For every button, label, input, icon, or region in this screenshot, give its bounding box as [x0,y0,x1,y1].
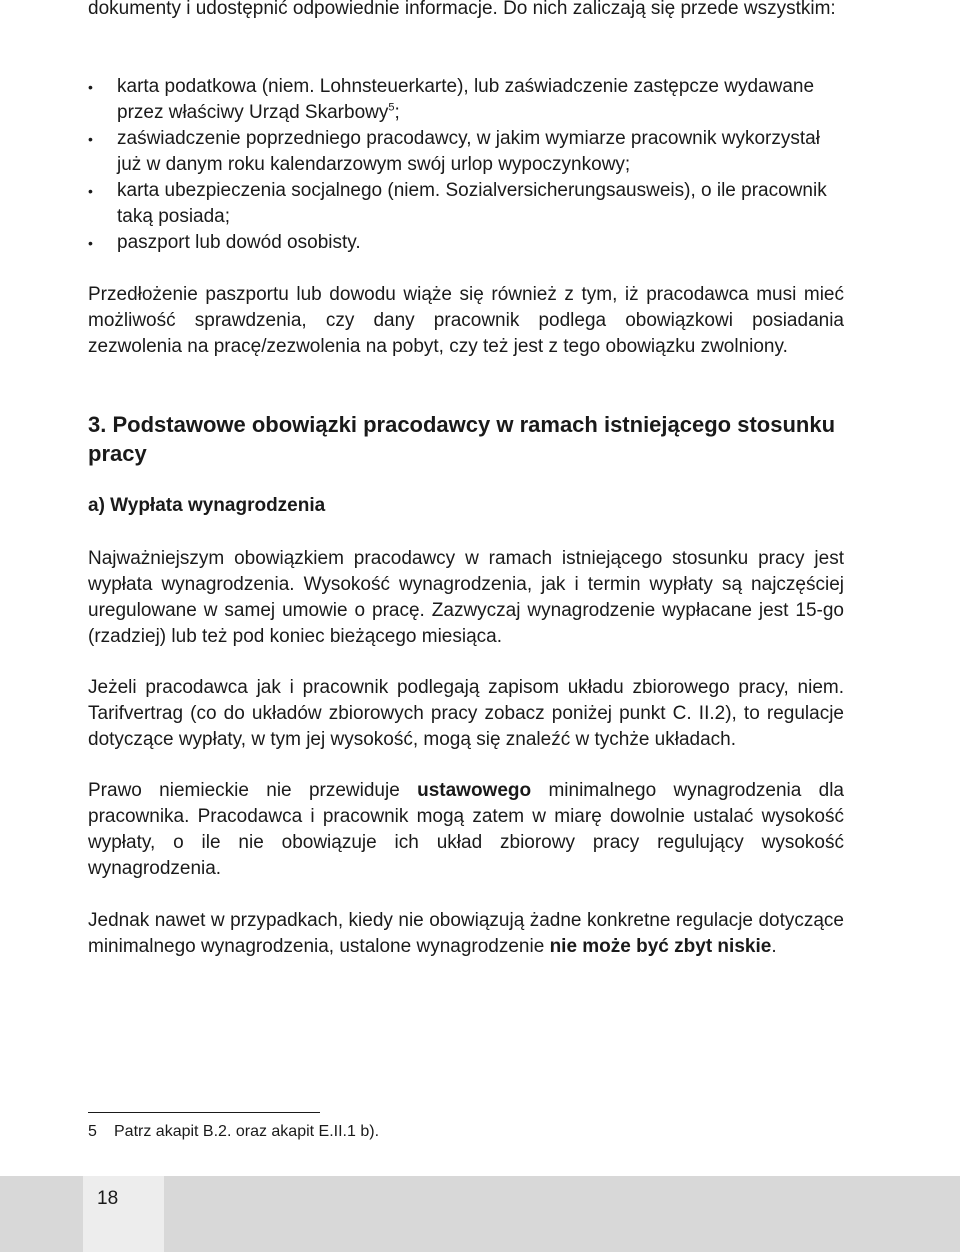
list-item [88,230,844,256]
footnote-divider [88,1112,320,1113]
page-number: 18 [97,1188,119,1209]
salary-paragraph-2: Jeżeli pracodawca jak i pracownik podlegają zapisom układu zbiorowego pracy, niem. Tarifvertrag (co do układów zbiorowych pracy zobacz poniżej punkt C. II.2), to regulacje dotyczące wypłaty, w tym jej wysokość, mogą się znaleźć w tychże układach. [88,677,844,750]
list-item [88,74,844,126]
passport-paragraph: Przedłożenie paszportu lub dowodu wiąże się również z tym, iż pracodawca musi mieć możliwość sprawdzenia, czy dany pracownik podlega obowiązkowi posiadania zezwolenia na pracę/zezwolenia na pobyt, czy też jest z tego obowiązku zwolniony. [88,284,844,357]
paragraph-text: minimalnego wynagrodzenia dla pracownika. Pracodawca i pracownik mogą zatem w miarę dowolnie ustalać wysokość wypłaty, o ile nie obowiązuje ich układ zbiorowy pracy regulujący wysokość wynagrodzenia. [88,780,844,879]
intro-paragraph: dokumenty i udostępnić odpowiednie informacje. Do nich zaliczają się przede wszystkim: [88,0,836,19]
list-item-punctuation: ; [394,102,400,123]
footnote-number: 5 [88,1123,97,1140]
emphasis-text: ustawowego [417,780,532,801]
requirements-list [88,74,844,256]
section-heading [88,410,844,468]
section-title: Podstawowe obowiązki pracodawcy w ramach istniejącego stosunku pracy [88,412,836,466]
bullet-icon: • [88,79,93,95]
footnote [88,1121,379,1143]
salary-paragraph-1: Najważniejszym obowiązkiem pracodawcy w ramach istniejącego stosunku pracy jest wypłata wynagrodzenia. Wysokość wynagrodzenia, jak i termin wypłaty są najczęściej uregulowane w samej umowie o pracę. Zazwyczaj wynagrodzenie wypłacane jest 15-go (rzadziej) lub też pod koniec bieżącego miesiąca. [88,548,844,647]
paragraph-text: . [771,936,777,957]
subsection-heading: a) Wypłata wynagrodzenia [88,495,326,516]
list-item-text: karta podatkowa (niem. Lohnsteuerkarte), lub zaświadczenie zastępcze wydawane przez właściwy Urząd Skarbowy [117,76,815,123]
paragraph-text: Jednak nawet w przypadkach, kiedy nie obowiązują żadne konkretne regulacje dotyczące minimalnego wynagrodzenia, ustalone wynagrodzenie [88,910,844,957]
bullet-icon: • [88,235,93,251]
list-item-text: zaświadczenie poprzedniego pracodawcy, w jakim wymiarze pracownik wykorzystał już w danym roku kalendarzowym swój urlop wypoczynkowy; [117,128,820,175]
footnote-text: Patrz akapit B.2. oraz akapit E.II.1 b). [114,1123,380,1140]
emphasis-text: nie może być zbyt niskie [549,936,772,957]
bullet-icon: • [88,131,93,147]
section-number: 3. [88,412,107,437]
salary-paragraph-3 [88,778,844,882]
paragraph-text: Prawo niemieckie nie przewiduje [88,780,418,801]
salary-paragraph-4 [88,908,844,960]
page-number-box [83,1176,164,1252]
list-item [88,126,844,178]
bullet-icon: • [88,183,93,199]
list-item-text: paszport lub dowód osobisty. [117,232,361,253]
list-item [88,178,844,230]
list-item-text: karta ubezpieczenia socjalnego (niem. Sozialversicherungsausweis), o ile pracownik taką posiada; [117,180,827,227]
footnote-reference[interactable]: 5 [388,101,395,114]
